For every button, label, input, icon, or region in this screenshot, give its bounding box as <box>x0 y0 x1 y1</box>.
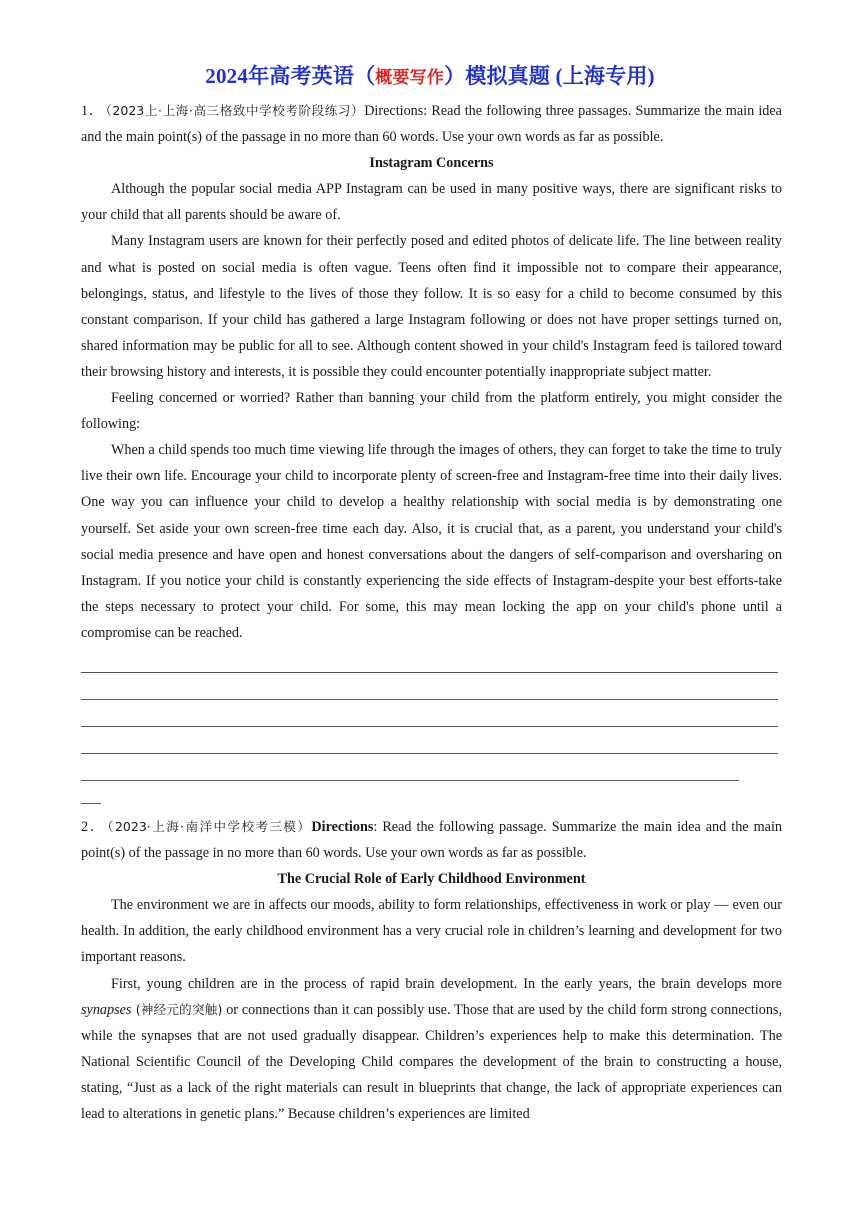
question-2-paragraph-2 <box>81 971 782 1128</box>
question-1-number: 1． <box>81 103 104 119</box>
answer-line[interactable] <box>81 700 778 727</box>
document-content <box>81 98 782 1127</box>
question-2-directions-label: Directions <box>311 818 374 835</box>
answer-line-continuation[interactable] <box>81 781 101 804</box>
question-1-directions <box>81 98 782 150</box>
question-2-passage-title: The Crucial Role of Early Childhood Environment <box>277 871 586 888</box>
question-1-paragraph-2: Many Instagram users are known for their perfectly posed and edited photos of delicate life. The line between reality and what is posted on social media is often vague. Teens often find it impossible not to compare their appearance, belongings, status, and lifestyle to the lives of those they follow. It is so easy for a child to become consumed by this constant comparison. If your child has gathered a large Instagram following or does not have proper settings turned on, shared information may be public for all to see. Although content showed in your child's Instagram feed is tailored toward their browsing history and interests, it is possible they could encounter potentially inappropriate subject matter. <box>81 233 782 380</box>
question-2-number: 2． <box>81 818 106 835</box>
question-2-source: （2023·上海·南洋中学校考三模） <box>107 818 312 834</box>
answer-line[interactable] <box>81 727 778 754</box>
paragraph-2-text-b: or connections than it can possibly use. Those that are used by the child form strong connections, while the synapses that are not used gradually disappear. Children’s experiences help to make this determination. The National Scientific Council of the Developing Child compares the development of the brain to constructing a house, stating, “Just as a lack of the right materials can result in blueprints that change, the lack of appropriate experiences can lead to alterations in genetic plans.” Because children’s experiences are limited <box>81 1001 782 1122</box>
page-title <box>0 60 860 90</box>
question-1-source: （2023上·上海·高三格致中学校考阶段练习） <box>105 103 365 118</box>
title-part-2: ）模拟真题 (上海专用) <box>444 64 655 88</box>
question-2-directions-text: : Read the following passage. Summarize the main idea and the main point(s) of the passage in no more than 60 words. Use your own words as far as possible. <box>81 818 782 862</box>
synapses-translation: (神经元的突触) <box>131 1001 223 1017</box>
answer-lines <box>81 646 782 804</box>
paragraph-2-text-a: First, young children are in the process of rapid brain development. In the early years, the brain develops more <box>111 975 782 992</box>
answer-line[interactable] <box>81 754 739 781</box>
question-1-paragraph-3: Feeling concerned or worried? Rather than banning your child from the platform entirely, you might consider the following: <box>81 390 782 433</box>
question-2-paragraph-1: The environment we are in affects our moods, ability to form relationships, effectiveness in work or play — even our health. In addition, the early childhood environment has a very crucial role in children’s learning and development for two important reasons. <box>81 897 782 966</box>
title-highlight: 概要写作 <box>375 68 445 87</box>
question-1-paragraph-1: Although the popular social media APP Instagram can be used in many positive ways, there are significant risks to your child that all parents should be aware of. <box>81 181 782 224</box>
question-2-directions <box>81 814 782 866</box>
question-1-directions-text: Directions: Read the following three passages. Summarize the main idea and the main point(s) of the passage in no more than 60 words. Use your own words as far as possible. <box>81 103 782 146</box>
question-1-paragraph-4: When a child spends too much time viewing life through the images of others, they can forget to take the time to truly live their own life. Encourage your child to incorporate plenty of screen-free and Instagram-free time into their daily lives. One way you can influence your child to develop a healthy relationship with social media is by demonstrating one yourself. Set aside your own screen-free time each day. Also, it is crucial that, as a parent, you understand your child's social media presence and have open and honest conversations about the dangers of self-comparison and oversharing on Instagram. If you notice your child is constantly experiencing the side effects of Instagram-despite your best efforts-take the steps necessary to protect your child. For some, this may mean locking the app on your child's phone until a compromise can be reached. <box>81 442 782 641</box>
answer-line[interactable] <box>81 673 778 700</box>
question-1-passage-title: Instagram Concerns <box>369 155 494 172</box>
synapses-term: synapses <box>81 1001 132 1018</box>
answer-line[interactable] <box>81 646 778 673</box>
title-part-1: 2024年高考英语（ <box>205 64 376 88</box>
